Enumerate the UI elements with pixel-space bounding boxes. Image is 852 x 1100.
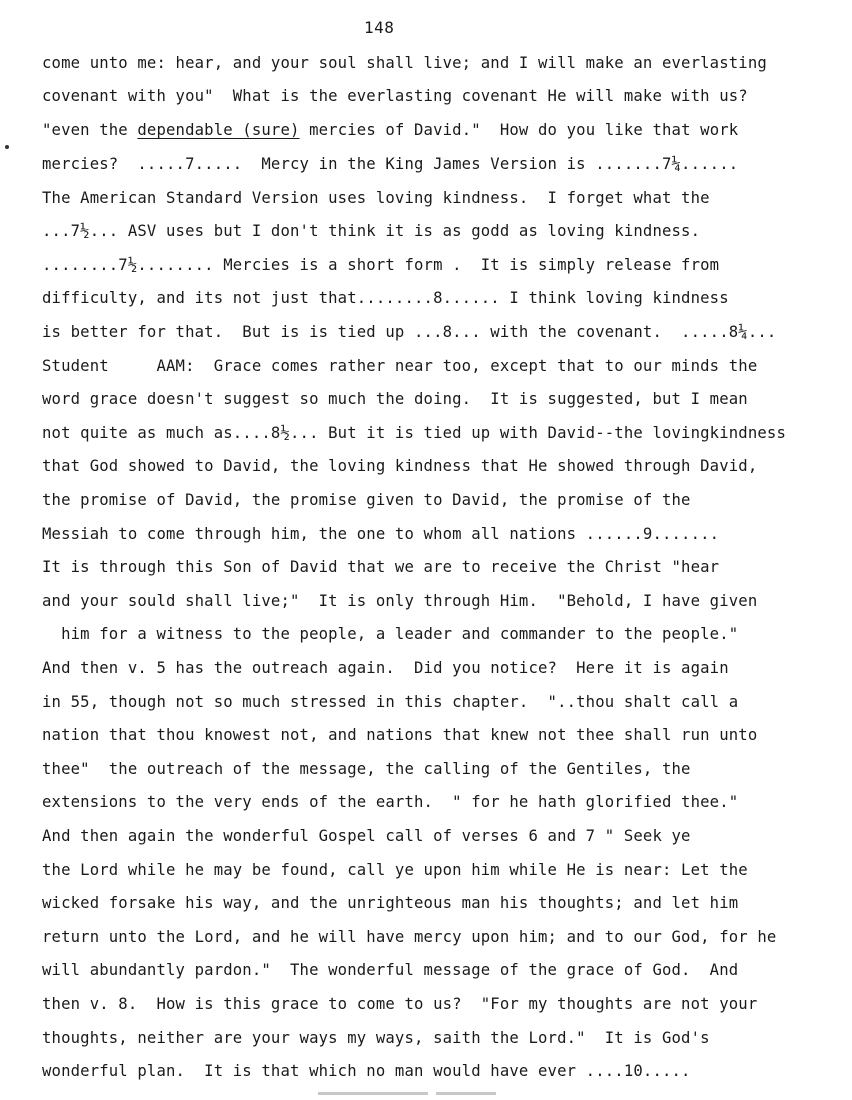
text-line: covenant with you" What is the everlasting covenant He will make with us? xyxy=(42,87,748,105)
text-line: And then again the wonderful Gospel call of verses 6 and 7 " Seek ye xyxy=(42,827,691,845)
text-line: wicked forsake his way, and the unrighteous man his thoughts; and let him xyxy=(42,894,739,912)
text-line: thoughts, neither are your ways my ways, saith the Lord." It is God's xyxy=(42,1029,710,1047)
text-line: then v. 8. How is this grace to come to us? "For my thoughts are not your xyxy=(42,995,758,1013)
margin-mark xyxy=(5,145,9,149)
text-line: Messiah to come through him, the one to whom all nations ......9....... xyxy=(42,525,720,543)
text-line: will abundantly pardon." The wonderful message of the grace of God. And xyxy=(42,961,739,979)
text-line: wonderful plan. It is that which no man would have ever ....10..... xyxy=(42,1062,691,1080)
text-line: Student AAM: Grace comes rather near too, except that to our minds the xyxy=(42,357,758,375)
text-line: and your sould shall live;" It is only through Him. "Behold, I have given xyxy=(42,592,758,610)
text-line: the Lord while he may be found, call ye upon him while He is near: Let the xyxy=(42,861,748,879)
text-line: in 55, though not so much stressed in this chapter. "..thou shalt call a xyxy=(42,693,739,711)
scan-artifact xyxy=(436,1092,496,1095)
text-line: The American Standard Version uses loving kindness. I forget what the xyxy=(42,189,710,207)
scan-artifact xyxy=(318,1092,428,1095)
text-line: nation that thou knowest not, and nations that knew not thee shall run unto xyxy=(42,726,758,744)
text-line: the promise of David, the promise given to David, the promise of the xyxy=(42,491,691,509)
text-line: And then v. 5 has the outreach again. Did you notice? Here it is again xyxy=(42,659,729,677)
text-segment: mercies of David." How do you like that work xyxy=(299,121,739,139)
text-line: It is through this Son of David that we are to receive the Christ "hear xyxy=(42,558,720,576)
text-line: difficulty, and its not just that........8...... I think loving kindness xyxy=(42,289,729,307)
text-line xyxy=(42,119,738,141)
text-line: mercies? .....7..... Mercy in the King James Version is .......7¼...... xyxy=(42,155,739,173)
text-line: extensions to the very ends of the earth. " for he hath glorified thee." xyxy=(42,793,739,811)
text-line: return unto the Lord, and he will have mercy upon him; and to our God, for he xyxy=(42,928,777,946)
text-line: ........7½........ Mercies is a short form . It is simply release from xyxy=(42,256,720,274)
text-line: him for a witness to the people, a leader and commander to the people." xyxy=(42,625,739,643)
text-line: come unto me: hear, and your soul shall live; and I will make an everlasting xyxy=(42,54,767,72)
text-line: word grace doesn't suggest so much the doing. It is suggested, but I mean xyxy=(42,390,748,408)
text-segment: "even the xyxy=(42,121,138,139)
text-line: is better for that. But is is tied up ...8... with the covenant. .....8¼... xyxy=(42,323,777,341)
text-line: thee" the outreach of the message, the calling of the Gentiles, the xyxy=(42,760,691,778)
text-line: not quite as much as....8½... But it is tied up with David--the lovingkindness xyxy=(42,424,786,442)
text-line: that God showed to David, the loving kindness that He showed through David, xyxy=(42,457,758,475)
page-number: 148 xyxy=(364,18,395,37)
underlined-phrase: dependable (sure) xyxy=(137,121,300,139)
text-line: ...7½... ASV uses but I don't think it is as godd as loving kindness. xyxy=(42,222,701,240)
